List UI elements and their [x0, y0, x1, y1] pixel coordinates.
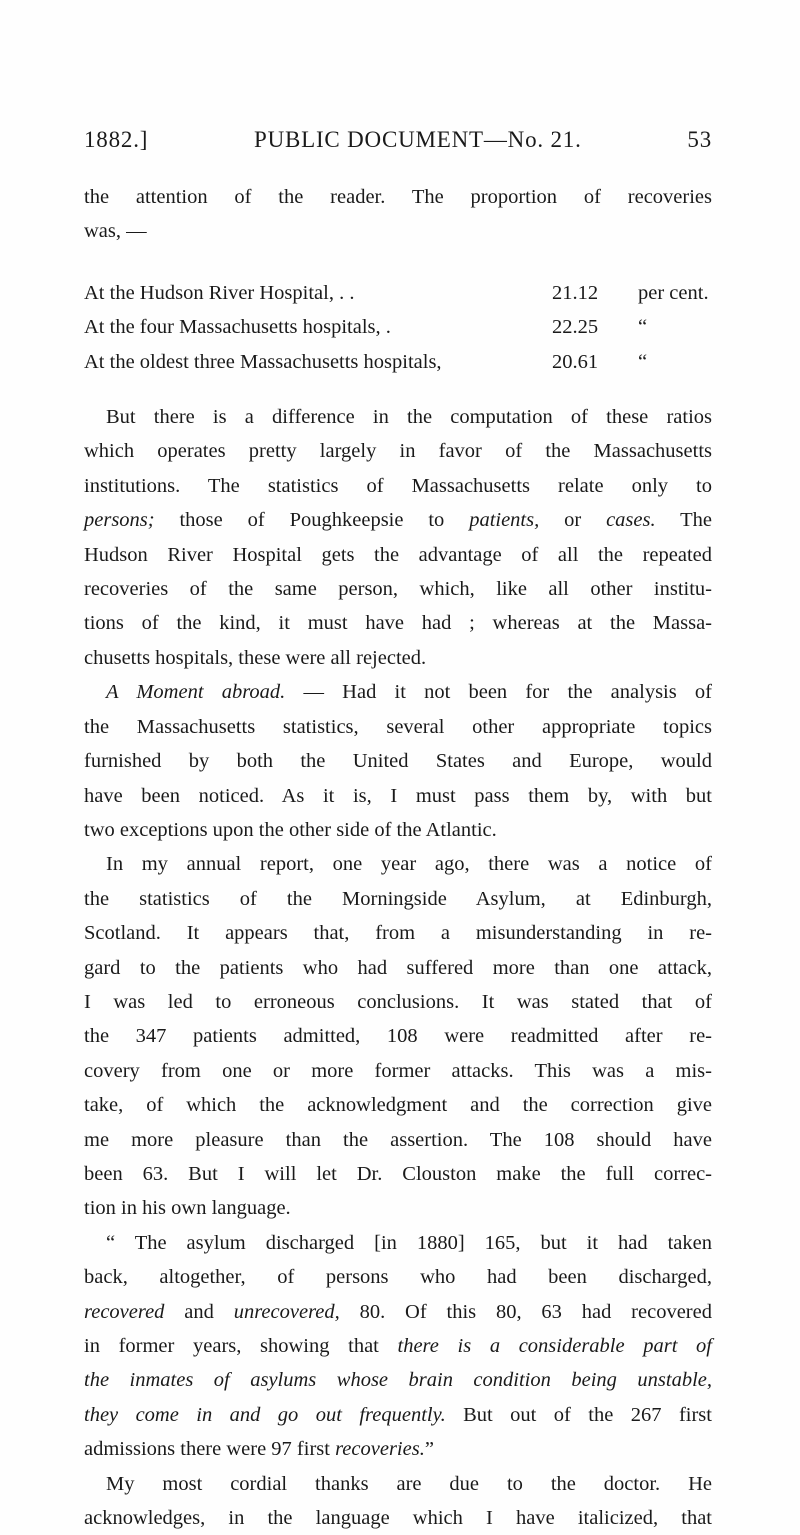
text-line	[84, 503, 712, 537]
text-line	[84, 1295, 712, 1329]
text-run: The	[655, 509, 712, 532]
text-line	[84, 675, 712, 709]
running-header	[84, 127, 712, 153]
italic-text: recovered	[84, 1300, 165, 1323]
ratio-row	[84, 276, 712, 310]
italic-text: recoveries.	[335, 1438, 425, 1461]
text-run: 80. Of this 80, 63 had recovered	[339, 1300, 712, 1323]
text-line: back, altogether, of persons who had been discharged,	[84, 1266, 712, 1289]
ratio-value: 21.12	[552, 281, 599, 304]
text-line: furnished by both the United States and Europe, would	[84, 750, 712, 773]
ratio-value: 22.25	[552, 316, 599, 339]
ratio-unit: “	[638, 316, 648, 339]
section-heading: A Moment abroad.	[106, 681, 286, 704]
text-line: Hudson River Hospital gets the advantage of all the repeated	[84, 543, 712, 566]
text-line: chusetts hospitals, these were all rejected.	[84, 646, 427, 669]
header-year: 1882.]	[84, 127, 149, 152]
text-line: me more pleasure than the assertion. The 108 should have	[84, 1128, 712, 1151]
header-title: PUBLIC DOCUMENT—No. 21.	[253, 127, 582, 152]
ratio-value: 20.61	[552, 350, 599, 373]
paragraph	[84, 847, 712, 1225]
italic-text: there is a considerable part of	[397, 1335, 712, 1357]
italic-text: persons;	[84, 509, 155, 532]
text-run: admissions there were 97 first	[84, 1438, 336, 1461]
text-run: — Had it not been for the analysis of	[285, 681, 712, 704]
text-line: Scotland. It appears that, from a misunderstanding in re-	[84, 922, 712, 945]
text-run: in former years, showing that	[84, 1335, 398, 1357]
text-run: ”	[424, 1438, 434, 1461]
italic-text: they come in and go out frequently.	[84, 1403, 446, 1426]
page-number: 53	[687, 127, 712, 152]
italic-text: cases.	[606, 509, 656, 532]
text-line: tion in his own language.	[84, 1197, 291, 1220]
text-line	[84, 1432, 712, 1466]
text-line	[84, 1363, 712, 1397]
ratio-row	[84, 310, 712, 344]
text-line: My most cordial thanks are due to the doctor. He	[106, 1472, 712, 1495]
text-line: the attention of the reader. The proportion of recoveries	[84, 186, 712, 208]
text-run: those of Poughkeepsie to	[154, 509, 470, 532]
italic-text: the inmates of asylums whose brain condition being unstable,	[84, 1369, 712, 1392]
ratio-label: At the Hudson River Hospital, . .	[84, 281, 355, 304]
text-line: was, —	[84, 220, 147, 243]
text-line: been 63. But I will let Dr. Clouston make the full correc-	[84, 1162, 712, 1185]
text-line: I was led to erroneous conclusions. It was stated that of	[84, 990, 712, 1013]
paragraph	[84, 675, 712, 847]
text-line: covery from one or more former attacks. This was a mis-	[84, 1059, 712, 1082]
text-line: In my annual report, one year ago, there was a notice of	[106, 853, 712, 876]
italic-text: patients,	[469, 509, 540, 532]
text-line: which operates pretty largely in favor of the Massachusetts	[84, 440, 712, 463]
text-line: take, of which the acknowledgment and the correction give	[84, 1094, 712, 1117]
text-line: “ The asylum discharged [in 1880] 165, but it had taken	[106, 1231, 712, 1254]
paragraph	[84, 400, 712, 675]
quotation	[84, 1226, 712, 1467]
ratio-row	[84, 345, 712, 379]
recovery-ratios-table	[84, 276, 712, 379]
text-line: the 347 patients admitted, 108 were readmitted after re-	[84, 1025, 712, 1048]
text-line	[84, 1329, 712, 1363]
text-line	[84, 1398, 712, 1432]
text-line: gard to the patients who had suffered more than one attack,	[84, 956, 712, 979]
text-line: But there is a difference in the computation of these ratios	[106, 406, 712, 429]
ratio-unit: “	[638, 350, 648, 373]
text-line: the statistics of the Morningside Asylum, at Edinburgh,	[84, 887, 712, 910]
text-line: tions of the kind, it must have had ; whereas at the Massa-	[84, 612, 712, 635]
text-line: recoveries of the same person, which, like all other institu-	[84, 578, 712, 601]
text-line: two exceptions upon the other side of the Atlantic.	[84, 818, 497, 841]
italic-text: unrecovered,	[233, 1300, 340, 1323]
text-line: have been noticed. As it is, I must pass them by, with but	[84, 784, 712, 807]
text-line: acknowledges, in the language which I have italicized, that	[84, 1507, 712, 1530]
body-text	[84, 180, 712, 1535]
text-line: the Massachusetts statistics, several other appropriate topics	[84, 715, 712, 738]
text-run: But out of the 267 first	[445, 1403, 712, 1426]
ratio-label: At the four Massachusetts hospitals, .	[84, 316, 391, 339]
ratio-unit: per cent.	[638, 281, 709, 304]
text-run: or	[539, 509, 607, 532]
text-run: and	[164, 1300, 234, 1323]
ratio-label: At the oldest three Massachusetts hospitals,	[84, 350, 442, 373]
text-line: institutions. The statistics of Massachusetts relate only to	[84, 474, 712, 497]
paragraph	[84, 1467, 712, 1535]
